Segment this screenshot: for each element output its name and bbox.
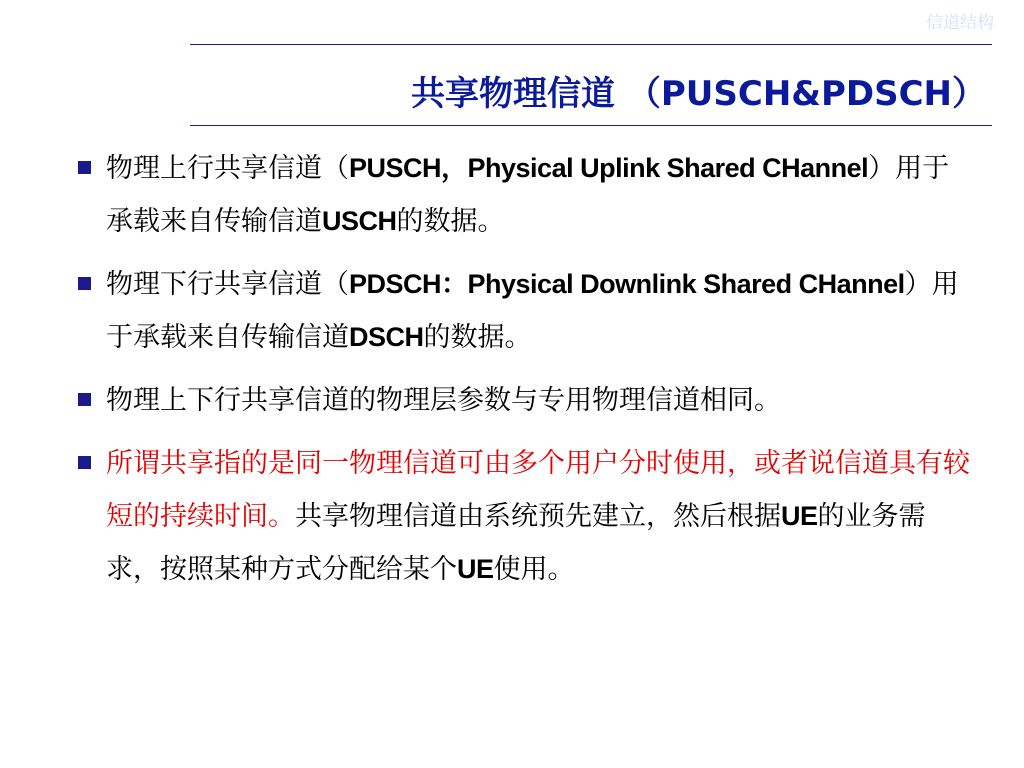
bullet-text-part: 物理下行共享信道（: [106, 269, 349, 300]
bullet-text-part: PUSCH，Physical Uplink Shared CHannel: [349, 153, 869, 183]
bullet-item-sharing: [76, 437, 976, 596]
bullet-text-part: DSCH: [349, 322, 424, 352]
bullet-text-part: ）用于承载来自传输信道: [106, 269, 959, 353]
title-rule-top: [190, 44, 992, 45]
square-bullet-icon: [78, 456, 91, 469]
bullet-text-part: 共享物理信道由系统预先建立，然后根据: [295, 501, 781, 532]
bullet-text-part: 使用。: [493, 554, 575, 585]
bullet-text-part: 的数据。: [423, 322, 532, 353]
bullet-text-part: USCH: [322, 206, 397, 236]
section-tag: 信道结构: [926, 13, 994, 33]
bullet-item-parameters: [76, 374, 976, 427]
square-bullet-icon: [78, 277, 91, 290]
bullet-emphasis-text: 所谓共享指的是同一物理信道可由多个用户分时使用，或者说信道具有较短的持续时间。: [106, 448, 970, 532]
square-bullet-icon: [78, 161, 91, 174]
square-bullet-icon: [78, 393, 91, 406]
bullet-text-part: 物理上下行共享信道的物理层参数与专用物理信道相同。: [106, 385, 781, 416]
bullet-list: [76, 142, 976, 606]
slide-title: 共享物理信道 （PUSCH&PDSCH）: [411, 74, 986, 114]
bullet-text-part: PDSCH：Physical Downlink Shared CHannel: [349, 269, 905, 299]
bullet-text-part: ）用于承载来自传输信道: [106, 153, 950, 237]
bullet-text-part: 物理上行共享信道（: [106, 153, 349, 184]
bullet-text-part: UE: [781, 501, 818, 531]
title-rule-bottom: [190, 125, 992, 126]
bullet-item-pdsch: [76, 258, 976, 364]
bullet-item-pusch: [76, 142, 976, 248]
bullet-text-part: UE: [457, 554, 494, 584]
bullet-text-part: 的业务需求，按照某种方式分配给某个: [106, 501, 926, 585]
bullet-text-part: 的数据。: [396, 206, 505, 237]
